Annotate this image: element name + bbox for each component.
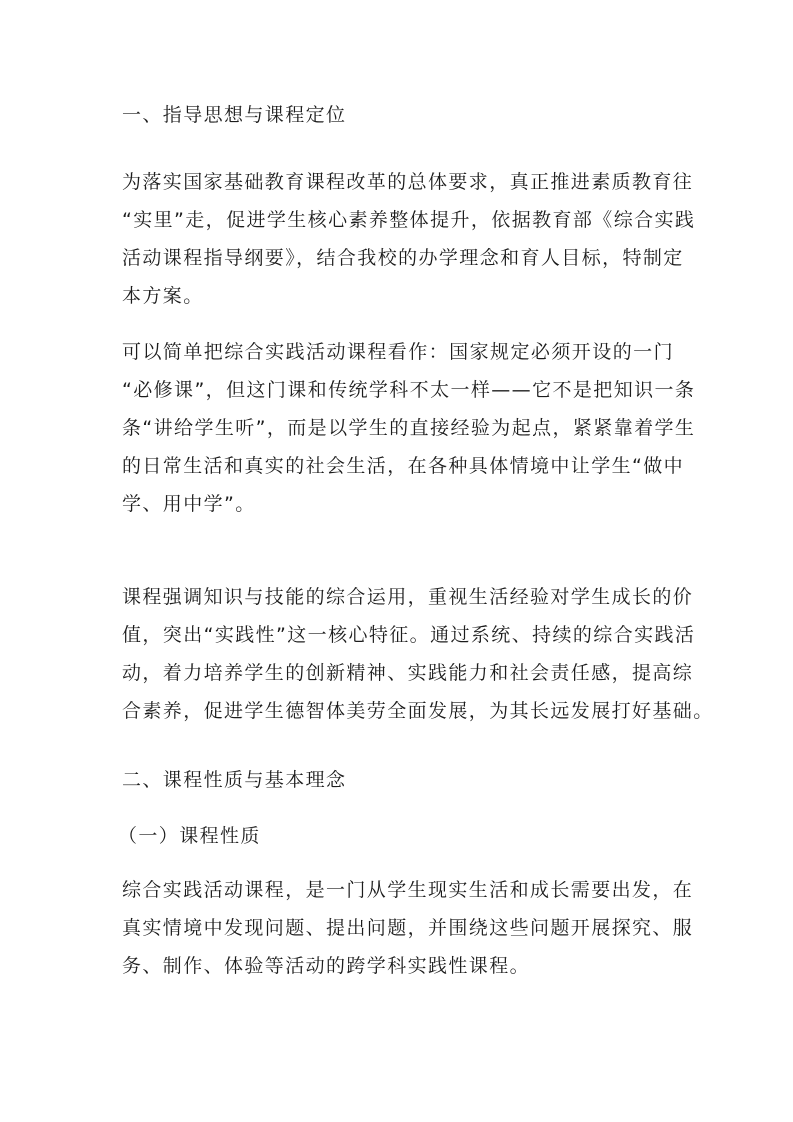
paragraph-line: 课程强调知识与技能的综合运用，重视生活经验对学生成长的价 (122, 586, 694, 608)
paragraph-line: 综合实践活动课程，是一门从学生现实生活和成长需要出发，在 (122, 879, 694, 901)
paragraph-line: 本方案。 (122, 285, 204, 307)
subsection-heading-course-nature: （一）课程性质 (118, 825, 261, 847)
paragraph-course-definition (122, 871, 694, 985)
paragraph-course-emphasis (122, 578, 714, 730)
paragraph-line: 条“讲给学生听”，而是以学生的直接经验为起点，紧紧靠着学生 (122, 417, 696, 439)
paragraph-line: “实里”走，促进学生核心素养整体提升，依据教育部《综合实践 (122, 209, 696, 231)
paragraph-line: 为落实国家基础教育课程改革的总体要求，真正推进素质教育往 (122, 171, 694, 193)
paragraph-line: 可以简单把综合实践活动课程看作：国家规定必须开设的一门 (122, 341, 674, 363)
paragraph-line: “必修课”，但这门课和传统学科不太一样——它不是把知识一条 (122, 379, 696, 401)
paragraph-line: 学、用中学”。 (122, 493, 256, 515)
section-heading-course-nature: 二、课程性质与基本理念 (122, 769, 347, 791)
paragraph-course-overview (122, 333, 696, 523)
paragraph-background (122, 163, 696, 315)
section-heading-guiding-ideology: 一、指导思想与课程定位 (122, 104, 347, 126)
paragraph-line: 务、制作、体验等活动的跨学科实践性课程。 (122, 955, 531, 977)
paragraph-line: 动，着力培养学生的创新精神、实践能力和社会责任感，提高综 (122, 662, 694, 684)
paragraph-line: 合素养，促进学生德智体美劳全面发展，为其长远发展打好基础。 (122, 700, 714, 722)
paragraph-line: 活动课程指导纲要》，结合我校的办学理念和育人目标，特制定 (122, 247, 684, 269)
paragraph-line: 真实情境中发现问题、提出问题，并围绕这些问题开展探究、服 (122, 917, 694, 939)
paragraph-line: 值，突出“实践性”这一核心特征。通过系统、持续的综合实践活 (122, 624, 696, 646)
paragraph-line: 的日常生活和真实的社会生活，在各种具体情境中让学生“做中 (122, 455, 685, 477)
